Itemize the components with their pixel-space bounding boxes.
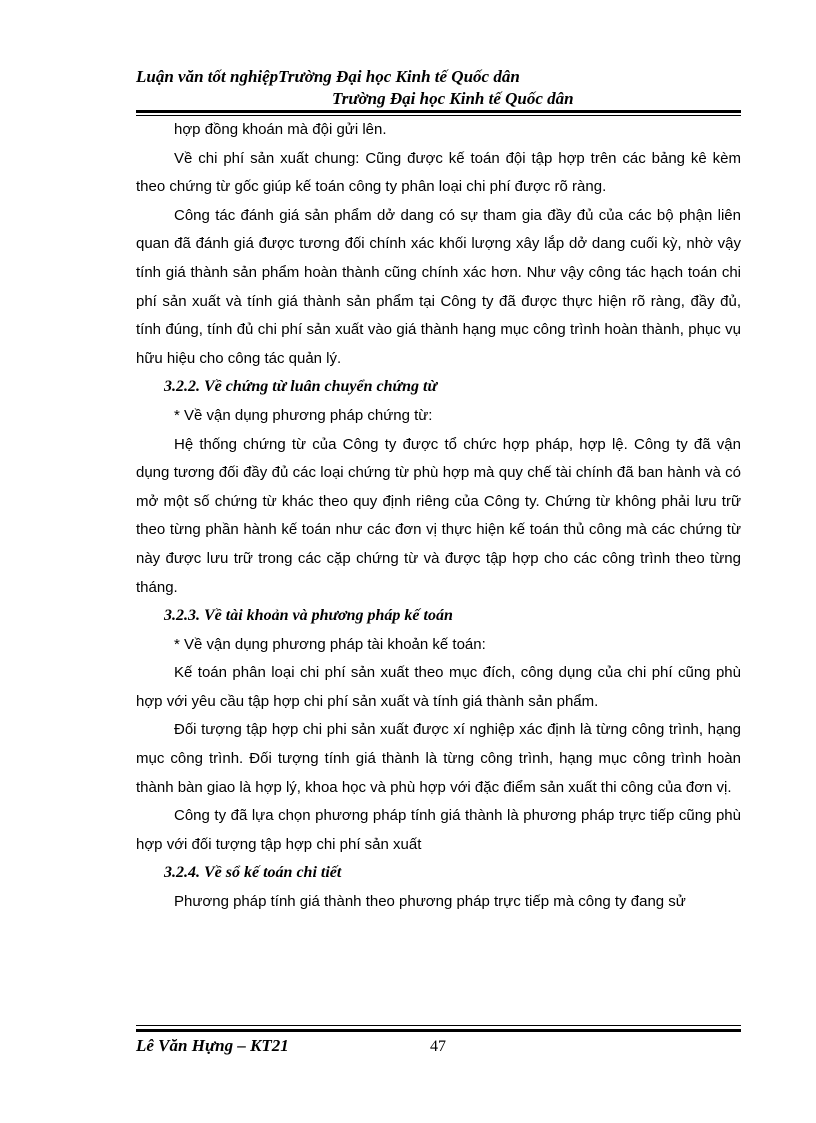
paragraph: * Về vận dụng phương pháp tài khoản kế toán:: [174, 635, 486, 653]
paragraph: Về chi phí sản xuất chung: Cũng được kế toán đội tập hợp trên các bảng kê kèm theo chứng từ gốc giúp kế toán công ty phân loại chi phí được rõ ràng.: [136, 149, 741, 196]
paragraph: Kế toán phân loại chi phí sản xuất theo mục đích, công dụng của chi phí cũng phù hợp với yêu cầu tập hợp chi phí sản xuất và tính giá thành sản phẩm.: [136, 664, 741, 710]
header-title: Luận văn tốt nghiệpTrường Đại học Kinh tế Quốc dân: [136, 67, 520, 86]
document-body: [136, 116, 741, 917]
header-rule-thick: [136, 110, 741, 113]
paragraph: Công tác đánh giá sản phẩm dở dang có sự tham gia đầy đủ của các bộ phận liên quan đã đánh giá được tương đối chính xác khối lượng xây lắp dở dang cuối kỳ, nhờ vậy tính giá thành sản phẩm hoàn thành cũng chính xác hơn. Như vậy công tác hạch toán chi phí sản xuất và tính giá thành sản phẩm tại Công ty đã được thực hiện rõ ràng, đầy đủ, tính đúng, tính đủ chi phí sản xuất vào giá thành hạng mục công trình hoàn thành, phục vụ hữu hiệu cho công tác quản lý.: [136, 206, 741, 367]
page-number: 47: [430, 1038, 446, 1055]
footer-author: Lê Văn Hựng – KT21: [136, 1036, 289, 1055]
paragraph: Công ty đã lựa chọn phương pháp tính giá thành là phương pháp trực tiếp cũng phù hợp với đối tượng tập hợp chi phí sản xuất: [136, 807, 741, 853]
paragraph: Đối tượng tập hợp chi phi sản xuất được xí nghiệp xác định là từng công trình, hạng mục công trình. Đối tượng tính giá thành là từng công trình, hạng mục công trình hoàn thành bàn giao là hợp lý, khoa học và phù hợp với đặc điểm sản xuất thi công của đơn vị.: [136, 721, 741, 796]
paragraph: Hệ thống chứng từ của Công ty được tổ chức hợp pháp, hợp lệ. Công ty đã vận dụng tương đối đầy đủ các loại chứng từ phù hợp mà quy chế tài chính đã ban hành và có mở một số chứng từ khác theo quy định riêng của Công ty. Chứng từ không phải lưu trữ theo từng phần hành kế toán như các đơn vị thực hiện kế toán thủ công mà các chứng từ này được lưu trữ trong các cặp chứng từ và được tập hợp cho các công trình theo từng tháng.: [136, 435, 741, 596]
section-heading: 3.2.3. Về tài khoản và phương pháp kế toán: [164, 607, 453, 625]
paragraph: Phương pháp tính giá thành theo phương pháp trực tiếp mà công ty đang sử: [174, 893, 686, 911]
header-subtitle: Trường Đại học Kinh tế Quốc dân: [332, 89, 574, 108]
section-heading: 3.2.2. Về chứng từ luân chuyển chứng từ: [164, 378, 438, 396]
footer-rule-thin: [136, 1025, 741, 1026]
paragraph: hợp đồng khoán mà đội gửi lên.: [174, 121, 387, 138]
section-heading: 3.2.4. Về sổ kế toán chi tiết: [164, 864, 342, 882]
paragraph: * Về vận dụng phương pháp chứng từ:: [174, 406, 433, 424]
page-header: [136, 66, 741, 110]
footer-rule-thick: [136, 1029, 741, 1032]
